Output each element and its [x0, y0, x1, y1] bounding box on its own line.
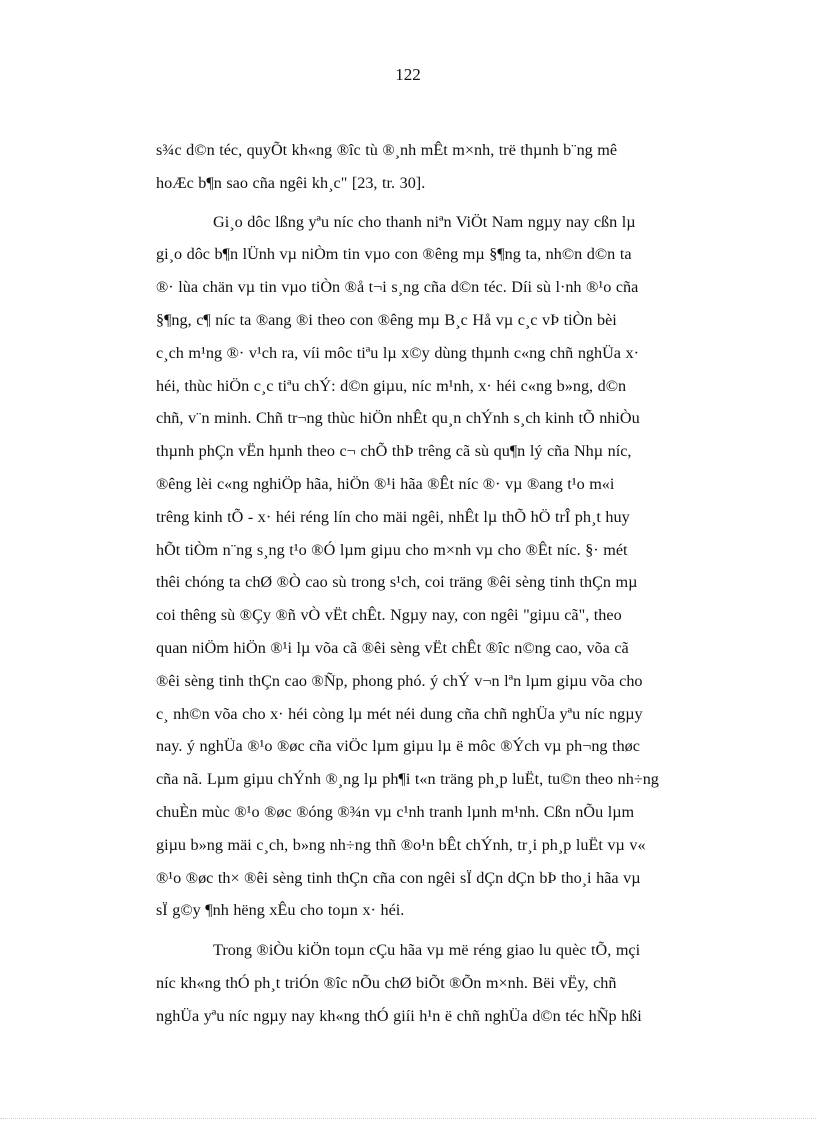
text-line: ®· lùa chän vµ tin vµo tiÒn ®å t¬i s¸ng cña d©n téc. Díi sù l·nh ®¹o cña: [156, 278, 639, 297]
text-line: cña nã. Lµm giµu chÝnh ®¸ng lµ ph¶i t«n träng ph¸p luËt, tu©n theo nh÷ng: [156, 770, 659, 789]
text-line: ®êi sèng tinh thÇn cao ®Ñp, phong phó. ý chÝ v¬n lªn lµm giµu võa cho: [156, 671, 643, 690]
text-line: nghÜa yªu níc ngµy nay kh«ng thÓ giíi h¹n ë chñ nghÜa d©n téc hÑp hßi: [156, 1006, 642, 1025]
text-line: ®¹o ®øc th× ®êi sèng tinh thÇn cña con ngêi sÏ dÇn dÇn bÞ tho¸i hãa vµ: [156, 868, 641, 887]
page-bottom-border: [0, 1118, 816, 1119]
text-line: ®êng lèi c«ng nghiÖp hãa, hiÖn ®¹i hãa ®Êt níc ®· vµ ®ang t¹o m«i: [156, 474, 615, 493]
paragraph-globalization: [156, 934, 740, 1032]
body-text: [156, 134, 740, 1033]
text-line: sÏ g©y ¶nh hëng xÊu cho toµn x· héi.: [156, 901, 405, 920]
text-line: quan niÖm hiÖn ®¹i lµ võa cã ®êi sèng vËt chÊt ®îc n©ng cao, võa cã: [156, 638, 629, 657]
text-line: Trong ®iÒu kiÖn toµn cÇu hãa vµ më réng giao lu quèc tÕ, mçi: [213, 941, 641, 960]
text-line: trêng kinh tÕ - x· héi réng lín cho mäi ngêi, nhÊt lµ thÕ hÖ trÎ ph¸t huy: [156, 507, 630, 526]
text-line: s¾c d©n téc, quyÕt kh«ng ®îc tù ®¸nh mÊt m×nh, trë thµnh b¨ng mê: [156, 141, 618, 159]
text-line: c¸ nh©n võa cho x· héi còng lµ mét néi dung cña chñ nghÜa yªu níc ngµy: [156, 704, 643, 723]
text-line: c¸ch m¹ng ®· v¹ch ra, víi môc tiªu lµ x©y dùng thµnh c«ng chñ nghÜa x·: [156, 343, 640, 362]
text-line: coi thêng sù ®Çy ®ñ vÒ vËt chÊt. Ngµy nay, con ngêi "giµu cã", theo: [156, 606, 622, 625]
text-line: hoÆc b¶n sao cña ngêi kh¸c" [23, tr. 30].: [156, 173, 426, 192]
text-line: héi, thùc hiÖn c¸c tiªu chÝ: d©n giµu, níc m¹nh, x· héi c«ng b»ng, d©n: [156, 376, 627, 395]
text-line: §¶ng, c¶ níc ta ®ang ®i theo con ®êng mµ B¸c Hå vµ c¸c vÞ tiÒn bèi: [156, 310, 617, 329]
text-line: gi¸o dôc b¶n lÜnh vµ niÒm tin vµo con ®êng mµ §¶ng ta, nh©n d©n ta: [156, 245, 632, 264]
text-line: chuÈn mùc ®¹o ®øc ®óng ®¾n vµ c¹nh tranh lµnh m¹nh. Cßn nÕu lµm: [156, 802, 635, 821]
text-line: chñ, v¨n minh. Chñ tr¬ng thùc hiÖn nhÊt qu¸n chÝnh s¸ch kinh tÕ nhiÒu: [156, 409, 640, 428]
text-line: thêi chóng ta chØ ®Ò cao sù trong s¹ch, coi träng ®êi sèng tinh thÇn mµ: [156, 573, 638, 592]
text-line: níc kh«ng thÓ ph¸t triÓn ®îc nÕu chØ biÕt ®Õn m×nh. Bëi vËy, chñ: [156, 973, 617, 992]
page-number: 122: [395, 65, 421, 84]
text-line: nay. ý nghÜa ®¹o ®øc cña viÖc lµm giµu lµ ë môc ®Ých vµ ph¬ng thøc: [156, 737, 640, 756]
text-line: hÕt tiÒm n¨ng s¸ng t¹o ®Ó lµm giµu cho m×nh vµ cho ®Êt níc. §· mét: [156, 540, 628, 559]
text-line: thµnh phÇn vËn hµnh theo c¬ chÕ thÞ trêng cã sù qu¶n lý cña Nhµ níc,: [156, 442, 632, 461]
paragraph-continuation: [156, 134, 740, 200]
text-line: Gi¸o dôc lßng yªu níc cho thanh niªn ViÖt Nam ngµy nay cßn lµ: [213, 212, 636, 231]
paragraph-patriotism-education: [156, 206, 740, 928]
text-line: giµu b»ng mäi c¸ch, b»ng nh÷ng thñ ®o¹n bÊt chÝnh, tr¸i ph¸p luËt vµ v«: [156, 835, 646, 854]
